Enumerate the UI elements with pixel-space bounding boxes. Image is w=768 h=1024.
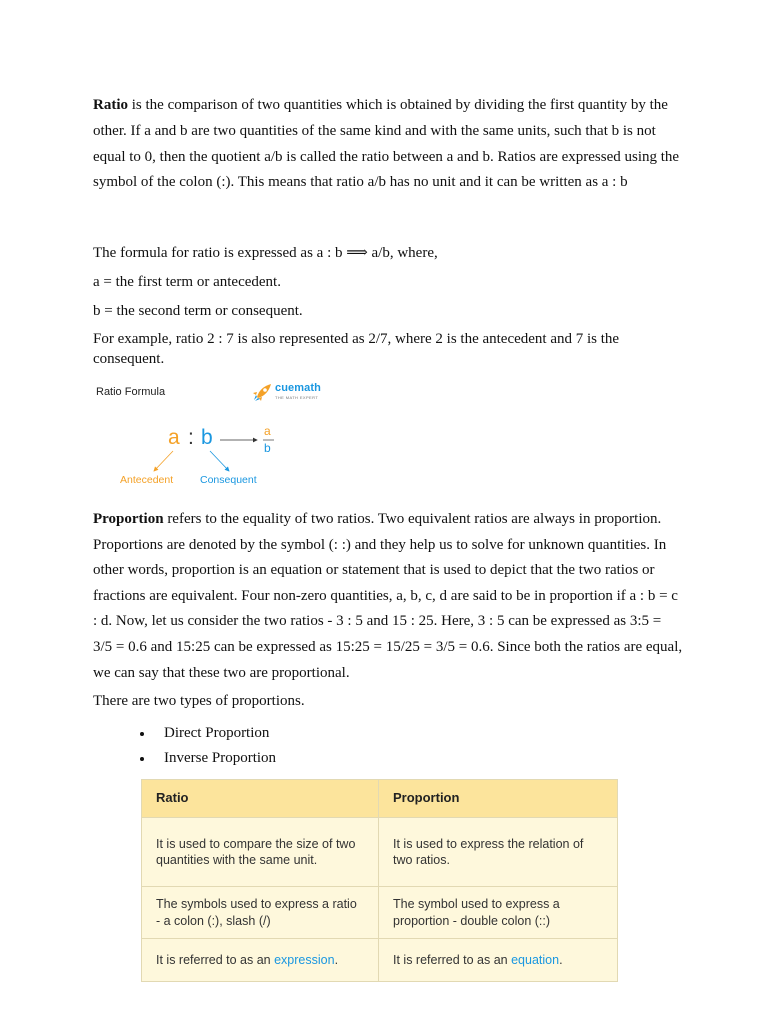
figure-label: Ratio Formula (96, 386, 166, 398)
antecedent-arrow (154, 451, 173, 471)
consequent-definition: b = the second term or consequent. (93, 303, 303, 319)
list-item-label: Inverse Proportion (164, 750, 277, 766)
antecedent-definition: a = the first term or antecedent. (93, 274, 281, 290)
brand-tagline: THE MATH EXPERT (275, 395, 319, 400)
proportion-definition-text: refers to the equality of two ratios. Two equivalent ratios are always in proportion. Proportions are denoted by the symbol (: :) and they help us to solve for unknown quantities. In other words, proportion is an equation or statement that is used to depict that the two ratios or fractions are equivalent. Four non-zero quantities, a, b, c, d are said to be in proportion if a : b = c : d. Now, let us consider the two ratios - 3 : 5 and 15 : 25. Here, 3 : 5 can be expressed as 3:5 = 3/5 = 0.6 and 15:25 can be expressed as 15:25 = 15/25 = 3/5 = 0.6. Since both the ratios are equal, we can say that these two are proportional. (93, 511, 683, 681)
column-header-proportion: Proportion (379, 780, 618, 818)
table-cell: The symbols used to express a ratio - a colon (:), slash (/) (142, 887, 379, 939)
ratio-example: For example, ratio 2 : 7 is also represented as 2/7, where 2 is the antecedent and 7 is the consequent. (93, 331, 620, 367)
antecedent-label: Antecedent (120, 474, 174, 486)
table-cell (379, 939, 618, 982)
brand-name: cuemath (275, 382, 321, 394)
ratio-term: Ratio (93, 97, 128, 113)
cuemath-logo (251, 381, 331, 405)
table-cell: It is used to express the relation of two ratios. (379, 818, 618, 887)
ratio-vs-proportion-table (141, 779, 618, 982)
ratio-b: b (201, 426, 213, 449)
expression-link[interactable]: expression (274, 952, 335, 967)
fraction-denominator: b (264, 441, 271, 455)
list-item (140, 721, 276, 746)
table-cell: The symbol used to express a proportion - double colon (::) (379, 887, 618, 939)
ratio-a: a (168, 426, 180, 449)
table-row (142, 939, 618, 982)
bullet-icon (140, 732, 144, 736)
ratio-definition-text: is the comparison of two quantities which is obtained by dividing the first quantity by the other. If a and b are two quantities of the same kind and with the same units, such that b is not equal to 0, then the quotient a/b is called the ratio between a and b. Ratios are expressed using the symbol of the colon (:). This means that ratio a/b has no unit and it can be written as a : b (93, 97, 680, 191)
consequent-arrow (210, 451, 229, 471)
proportion-types-intro: There are two types of proportions. (93, 693, 305, 709)
bullet-icon (140, 757, 144, 761)
cell-text: It is referred to as an (156, 952, 275, 967)
equation-link[interactable]: equation (511, 952, 560, 967)
ratio-definition-paragraph (93, 93, 683, 196)
proportion-definition-paragraph (93, 507, 683, 686)
list-item-label: Direct Proportion (164, 725, 270, 741)
ratio-formula-figure (93, 379, 333, 489)
cell-text: It is referred to as an (393, 952, 512, 967)
ratio-colon: : (188, 426, 194, 449)
rocket-icon (251, 381, 273, 403)
table-header-row (142, 780, 618, 818)
fraction-numerator: a (264, 424, 271, 438)
table-row (142, 887, 618, 939)
proportion-types-list (140, 721, 276, 771)
list-item (140, 746, 276, 771)
cell-suffix: . (559, 952, 563, 967)
consequent-label: Consequent (200, 474, 257, 486)
proportion-term: Proportion (93, 511, 164, 527)
table-cell: It is used to compare the size of two quantities with the same unit. (142, 818, 379, 887)
column-header-ratio: Ratio (142, 780, 379, 818)
table-cell (142, 939, 379, 982)
ratio-formula-line: The formula for ratio is expressed as a : b ⟹ a/b, where, (93, 245, 438, 261)
table-row (142, 818, 618, 887)
cell-suffix: . (334, 952, 339, 967)
